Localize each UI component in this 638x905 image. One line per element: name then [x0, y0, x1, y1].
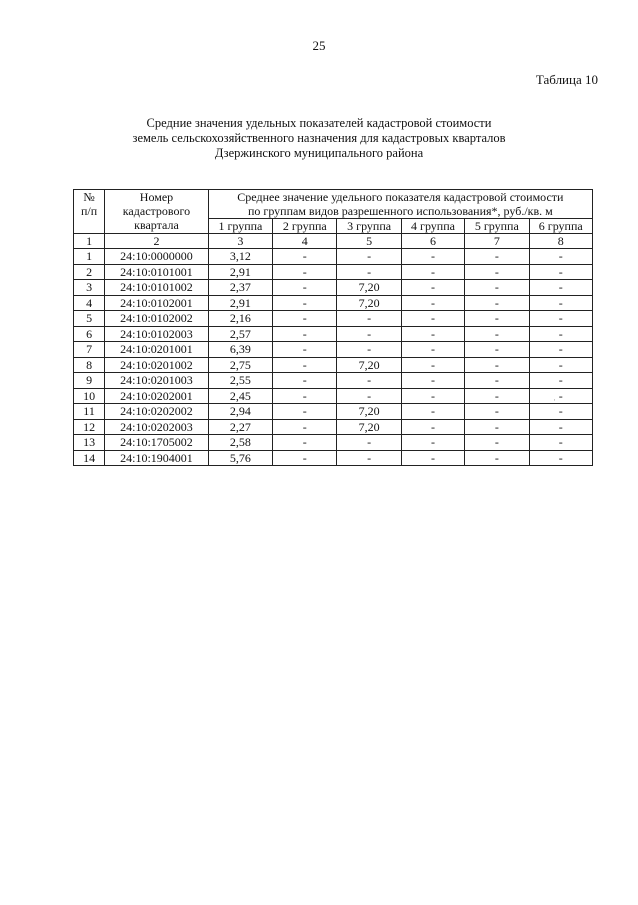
table-cell: 2,94 — [208, 404, 272, 420]
table-cell: - — [273, 373, 337, 389]
table-row — [74, 264, 593, 280]
table-cell: - — [401, 388, 464, 404]
heading-line-3: Дзержинского муниципального района — [214, 146, 424, 160]
header-group-6: 6 группа — [529, 219, 592, 234]
scan-speck: · — [553, 395, 556, 405]
column-number-cell: 7 — [465, 234, 529, 249]
column-number-cell: 8 — [529, 234, 592, 249]
table-cell: 2,75 — [208, 357, 272, 373]
table-cell: - — [529, 388, 592, 404]
header-average-value-line-2: по группам видов разрешенного использования*, руб./кв. м — [247, 204, 553, 218]
table-cell: - — [401, 249, 464, 265]
table-cell: 12 — [74, 419, 105, 435]
table-row — [74, 404, 593, 420]
table-row — [74, 450, 593, 466]
header-row-number — [74, 190, 105, 234]
header-quarter-line-2: кадастрового — [122, 204, 191, 218]
table-cell: - — [273, 435, 337, 451]
table-cell: - — [337, 264, 401, 280]
table-cell: 1 — [74, 249, 105, 265]
table-cell: 7 — [74, 342, 105, 358]
header-row-number-line-1: № — [83, 190, 95, 204]
header-group-4: 4 группа — [401, 219, 464, 234]
header-group-5: 5 группа — [465, 219, 529, 234]
table-heading — [0, 116, 638, 161]
table-cell: 24:10:0202003 — [105, 419, 209, 435]
table-cell: 6,39 — [208, 342, 272, 358]
table-row — [74, 419, 593, 435]
header-quarter-line-3: квартала — [134, 218, 179, 232]
table-body — [74, 234, 593, 466]
table-cell: 24:10:0202001 — [105, 388, 209, 404]
table-cell: - — [401, 295, 464, 311]
table-cell: - — [401, 404, 464, 420]
table-cell: 7,20 — [337, 404, 401, 420]
header-row-number-line-2: п/п — [80, 204, 98, 218]
table-cell: - — [337, 435, 401, 451]
table-cell: 7,20 — [337, 295, 401, 311]
table-cell: - — [465, 295, 529, 311]
table-cell: - — [465, 326, 529, 342]
table-cell: 2,37 — [208, 280, 272, 296]
table-cell: 13 — [74, 435, 105, 451]
table-cell: - — [529, 326, 592, 342]
table-row — [74, 249, 593, 265]
heading-line-2: земель сельскохозяйственного назначения для кадастровых кварталов — [132, 131, 506, 145]
table-cell: 24:10:0202002 — [105, 404, 209, 420]
column-number-cell: 6 — [401, 234, 464, 249]
column-number-cell: 3 — [208, 234, 272, 249]
table-cell: - — [273, 326, 337, 342]
table-cell: - — [273, 404, 337, 420]
table-cell: - — [273, 342, 337, 358]
table-cell: - — [401, 435, 464, 451]
table-cell: - — [529, 264, 592, 280]
table-cell: 24:10:0201002 — [105, 357, 209, 373]
header-quarter-line-1: Номер — [139, 190, 174, 204]
table-cell: - — [529, 419, 592, 435]
table-cell: - — [273, 249, 337, 265]
table-cell: 7,20 — [337, 357, 401, 373]
table-cell: 3 — [74, 280, 105, 296]
table-cell: - — [529, 295, 592, 311]
table-cell: 2,27 — [208, 419, 272, 435]
table-cell: 7,20 — [337, 419, 401, 435]
table-cell: - — [465, 357, 529, 373]
table-row — [74, 435, 593, 451]
table-cell: - — [337, 388, 401, 404]
table-cell: 4 — [74, 295, 105, 311]
column-number-cell: 4 — [273, 234, 337, 249]
table-cell: - — [273, 419, 337, 435]
table-cell: 2 — [74, 264, 105, 280]
table-cell: - — [529, 435, 592, 451]
table-cell: 24:10:1904001 — [105, 450, 209, 466]
table-cell: - — [401, 311, 464, 327]
table-cell: - — [465, 264, 529, 280]
table-cell: 24:10:0102002 — [105, 311, 209, 327]
page-number: 25 — [312, 38, 326, 53]
table-cell: 2,16 — [208, 311, 272, 327]
header-group-3: 3 группа — [337, 219, 401, 234]
table-row — [74, 373, 593, 389]
table-cell: 5 — [74, 311, 105, 327]
table-cell: - — [529, 373, 592, 389]
table-cell: - — [529, 280, 592, 296]
table-cell: - — [529, 357, 592, 373]
table-cell: - — [401, 357, 464, 373]
header-group-2: 2 группа — [273, 219, 337, 234]
table-cell: - — [465, 404, 529, 420]
table-cell: 5,76 — [208, 450, 272, 466]
table-cell: 24:10:0101002 — [105, 280, 209, 296]
table-cell: - — [465, 373, 529, 389]
table-cell: 24:10:0201003 — [105, 373, 209, 389]
table-cell: 24:10:0102001 — [105, 295, 209, 311]
table-cell: - — [465, 388, 529, 404]
table-cell: - — [529, 311, 592, 327]
table-cell: - — [337, 342, 401, 358]
table-cell: 2,91 — [208, 295, 272, 311]
table-row — [74, 388, 593, 404]
table-cell: - — [529, 404, 592, 420]
header-average-value-line-1: Среднее значение удельного показателя кадастровой стоимости — [237, 190, 564, 204]
table-cell: - — [273, 450, 337, 466]
table-cell: 6 — [74, 326, 105, 342]
table-cell: 24:10:0000000 — [105, 249, 209, 265]
table-cell: - — [465, 435, 529, 451]
table-cell: 24:10:1705002 — [105, 435, 209, 451]
table-cell: 2,57 — [208, 326, 272, 342]
table-cell: - — [337, 249, 401, 265]
table-cell: 2,91 — [208, 264, 272, 280]
table-cell: - — [401, 450, 464, 466]
table-cell: - — [273, 388, 337, 404]
table-cell: 9 — [74, 373, 105, 389]
table-cell: - — [465, 249, 529, 265]
cadastral-value-table — [73, 189, 593, 466]
table-cell: - — [465, 450, 529, 466]
column-number-cell: 2 — [105, 234, 209, 249]
table-cell: 2,55 — [208, 373, 272, 389]
table-cell: 14 — [74, 450, 105, 466]
table-cell: - — [529, 249, 592, 265]
header-group-1: 1 группа — [208, 219, 272, 234]
table-cell: 2,45 — [208, 388, 272, 404]
table-cell: 2,58 — [208, 435, 272, 451]
heading-line-1: Средние значения удельных показателей кадастровой стоимости — [146, 116, 492, 130]
table-cell: - — [529, 342, 592, 358]
table-cell: - — [401, 373, 464, 389]
table-row — [74, 280, 593, 296]
table-header — [74, 190, 593, 234]
table-cell: 24:10:0201001 — [105, 342, 209, 358]
table-cell: 24:10:0102003 — [105, 326, 209, 342]
table-row — [74, 342, 593, 358]
column-numbers-row — [74, 234, 593, 249]
table-cell: - — [529, 450, 592, 466]
table-cell: - — [401, 280, 464, 296]
table-cell: 3,12 — [208, 249, 272, 265]
table-cell: - — [273, 357, 337, 373]
table-cell: - — [337, 326, 401, 342]
table-cell: - — [401, 264, 464, 280]
table-label: Таблица 10 — [535, 72, 598, 87]
table-cell: - — [401, 419, 464, 435]
column-number-cell: 5 — [337, 234, 401, 249]
table-row — [74, 326, 593, 342]
table-cell: 24:10:0101001 — [105, 264, 209, 280]
table-cell: - — [273, 311, 337, 327]
table-row — [74, 311, 593, 327]
table-cell: 8 — [74, 357, 105, 373]
table-cell: - — [337, 450, 401, 466]
column-number-cell: 1 — [74, 234, 105, 249]
table-cell: - — [465, 419, 529, 435]
table-cell: - — [465, 280, 529, 296]
table-cell: 10 — [74, 388, 105, 404]
header-quarter-number — [105, 190, 209, 234]
table-cell: - — [465, 342, 529, 358]
table-cell: - — [401, 326, 464, 342]
table-cell: 7,20 — [337, 280, 401, 296]
table-cell: - — [337, 373, 401, 389]
header-average-value — [208, 190, 592, 219]
table-cell: - — [465, 311, 529, 327]
table-cell: - — [273, 280, 337, 296]
table-cell: - — [401, 342, 464, 358]
table-cell: 11 — [74, 404, 105, 420]
table-cell: - — [337, 311, 401, 327]
table-row — [74, 357, 593, 373]
table-cell: - — [273, 264, 337, 280]
table-cell: - — [273, 295, 337, 311]
table-row — [74, 295, 593, 311]
